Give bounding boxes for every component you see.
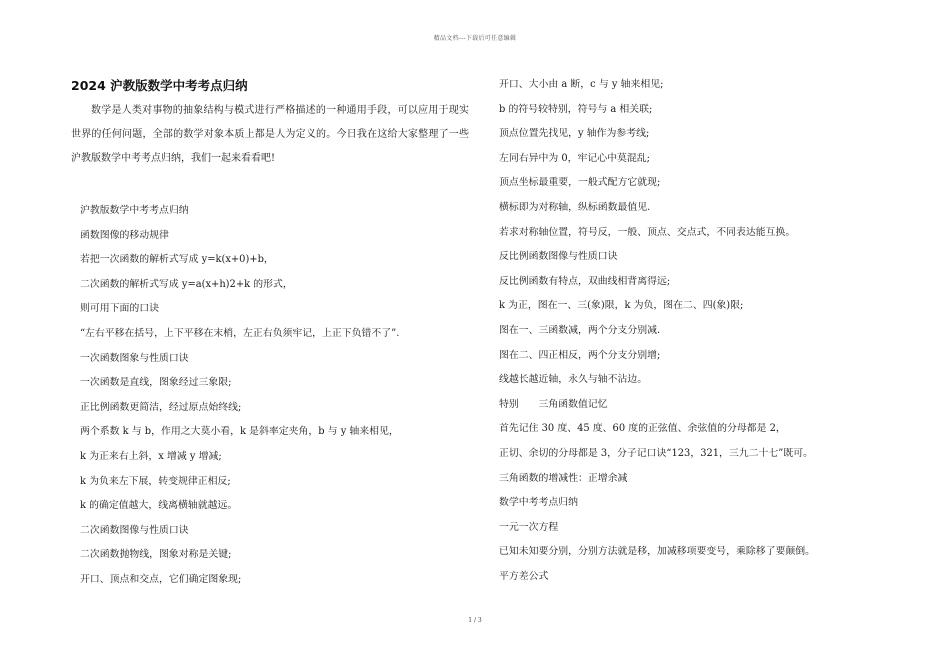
text-line: 开口、顶点和交点，它们确定图象现; (80, 573, 242, 585)
text-line: 两个系数 k 与 b，作用之大莫小看，k 是斜率定夹角，b 与 y 轴来相见， (80, 426, 399, 438)
text-line: 二次函数图像与性质口诀 (80, 524, 189, 536)
text-line: 首先记住 30 度、45 度、60 度的正弦值、余弦值的分母都是 2， (499, 423, 786, 435)
text-line: 一次函数是直线，图象经过三象限; (80, 377, 232, 389)
text-line: 二次函数的解析式写成 y=a(x+h)2+k 的形式， (80, 278, 293, 290)
text-line: b 的符号较特别，符号与 a 相关联; (499, 103, 653, 115)
text-line: 线越长越近轴，永久与轴不沾边。 (499, 374, 648, 386)
text-line: 三角函数的增减性：正增余减 (499, 472, 628, 484)
text-line: 一次函数图象与性质口诀 (80, 352, 189, 364)
text-line: 二次函数抛物线，图象对称是关键; (80, 549, 232, 561)
text-line: 开口、大小由 a 断，c 与 y 轴来相见; (499, 79, 664, 90)
text-line: 已知未知要分别，分别方法就是移，加减移项要变号，乘除移了要颠倒。 (499, 546, 816, 558)
text-line: 则可用下面的口诀 (80, 303, 160, 315)
text-line: k 为正来右上斜，x 增减 y 增减; (80, 450, 222, 462)
text-line: k 为负来左下展，转变规律正相反; (80, 475, 231, 487)
text-line: 左同右异中为 0，牢记心中莫混乱; (499, 152, 650, 164)
text-line: 图在二、四正相反，两个分支分别增; (499, 349, 661, 361)
text-line: 沪教版数学中考考点归纳 (80, 205, 189, 216)
text-line: 反比例函数有特点，双曲线相背离得远; (499, 275, 671, 287)
document-title: 2024 沪教版数学中考考点归纳 (71, 78, 248, 93)
text-line: 平方差公式 (499, 570, 549, 582)
text-line: 特别 三角函数值记忆 (499, 398, 608, 410)
intro-paragraph (71, 99, 469, 171)
text-line: 若把一次函数的解析式写成 y=k(x+0)+b， (80, 254, 274, 266)
text-line: k 为正，图在一、三(象)限，k 为负，图在二、四(象)限; (499, 300, 744, 312)
text-line: 横标即为对称轴，纵标函数最值见. (499, 201, 651, 213)
text-line: 反比例函数图像与性质口诀 (499, 251, 618, 263)
text-line: 一元一次方程 (499, 521, 559, 533)
text-line: k 的确定值越大，线离横轴就越远。 (80, 500, 238, 512)
text-line: “左右平移在括号，上下平移在末梢，左正右负须牢记，上正下负错不了”. (80, 327, 400, 339)
text-line: 数学中考考点归纳 (499, 497, 579, 509)
text-line: 正切、余切的分母都是 3，分子记口诀“123，321，三九二十七”既可。 (499, 447, 813, 459)
text-line: 函数图像的移动规律 (80, 229, 169, 241)
intro-text: 数学是人类对事物的抽象结构与模式进行严格描述的一种通用手段，可以应用于现实世界的任何问题，全部的数学对象本质上都是人为定义的。今日我在这给大家整理了一些沪教版数学中考考点归纳，我们一起来看看吧! (71, 105, 469, 164)
text-line: 图在一、三函数减，两个分支分别减. (499, 324, 661, 336)
right-column (499, 73, 879, 589)
page-number: 1 / 3 (468, 617, 482, 624)
text-line: 顶点坐标最重要，一般式配方它就现; (499, 177, 661, 189)
text-line: 顶点位置先找见，y 轴作为参考线; (499, 128, 650, 140)
text-line: 正比例函数更简洁，经过原点始终线; (80, 401, 242, 413)
text-line: 若求对称轴位置，符号反，一般、顶点、交点式，不同表达能互换。 (499, 226, 796, 238)
left-column (80, 199, 470, 593)
page-header: 精品文档---下载后可任意编辑 (433, 35, 517, 42)
